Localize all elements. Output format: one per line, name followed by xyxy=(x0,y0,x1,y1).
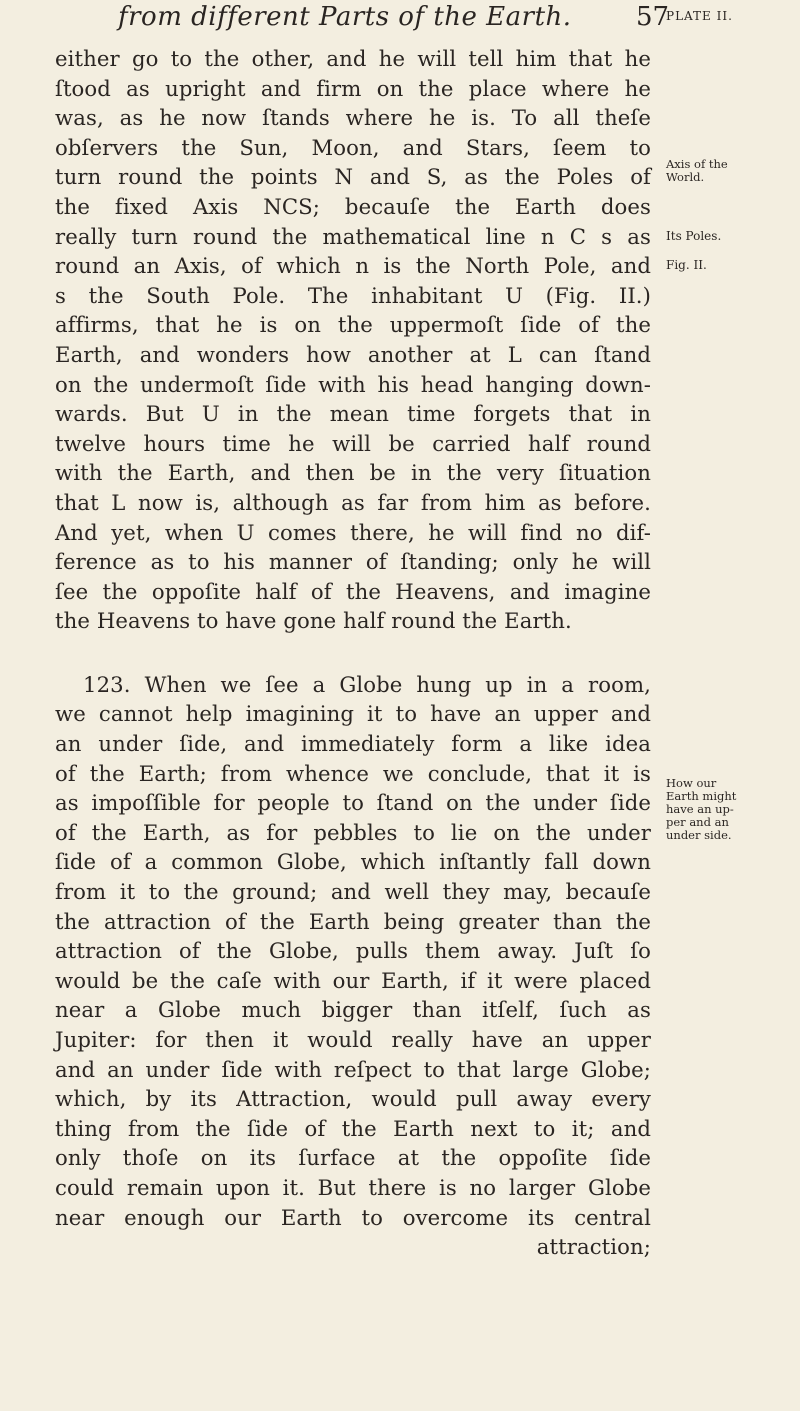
text-line: ference as to his manner of ſtanding; only he will xyxy=(55,549,651,575)
text-line: turn round the points N and S, as the Poles of xyxy=(55,164,651,190)
text-line: thing from the ſide of the Earth next to it; and xyxy=(55,1115,651,1141)
text-line: was, as he now ſtands where he is. To all theſe xyxy=(55,105,651,131)
catchword: attraction; xyxy=(536,1234,651,1260)
text-line: affirms, that he is on the uppermoſt ſide of the xyxy=(55,312,651,338)
text-line: ſtood as upright and firm on the place where he xyxy=(55,75,651,101)
text-line: round an Axis, of which n is the North Pole, and xyxy=(55,253,651,279)
margin-note-how: How our Earth might have an up- per and an under side. xyxy=(666,776,737,842)
text-line: And yet, when U comes there, he will find no dif- xyxy=(55,519,651,545)
text-line: and an under ſide with reſpect to that large Globe; xyxy=(55,1056,651,1082)
text-line: Earth, and wonders how another at L can ſtand xyxy=(55,341,651,367)
text-line: really turn round the mathematical line n C s as xyxy=(55,223,651,249)
paragraph-1 xyxy=(55,44,651,636)
margin-note-fig: Fig. II. xyxy=(666,258,707,272)
text-line: an under ſide, and immediately form a like idea xyxy=(55,731,651,757)
text-line: as impoſſible for people to ſtand on the under ſide xyxy=(55,790,651,816)
text-line: that L now is, although as far from him as before. xyxy=(55,489,651,515)
text-line: near enough our Earth to overcome its central xyxy=(55,1204,651,1230)
text-line: wards. But U in the mean time forgets that in xyxy=(55,401,651,427)
text-line: we cannot help imagining it to have an upper and xyxy=(55,701,651,727)
paragraph-2 xyxy=(55,670,651,1262)
margin-note-plate: PLATE II. xyxy=(666,9,733,23)
text-line: from it to the ground; and well they may, becauſe xyxy=(55,879,651,905)
text-line: ſee the oppoſite half of the Heavens, and imagine xyxy=(55,578,651,604)
text-line: of the Earth, as for pebbles to lie on the under xyxy=(55,819,651,845)
margin-note-poles: Its Poles. xyxy=(666,229,722,243)
text-line: attraction of the Globe, pulls them away. Juſt ſo xyxy=(55,938,651,964)
text-line: only thoſe on its ſurface at the oppoſite ſide xyxy=(55,1145,651,1171)
text-line: the attraction of the Earth being greater than the xyxy=(55,908,651,934)
text-line: Jupiter: for then it would really have an upper xyxy=(55,1027,651,1052)
text-line: near a Globe much bigger than itſelf, ſuch as xyxy=(55,997,651,1023)
text-line: with the Earth, and then be in the very ſituation xyxy=(55,460,651,486)
text-line: the Heavens to have gone half round the Earth. xyxy=(55,608,572,634)
text-line: on the undermoſt ſide with his head hanging down- xyxy=(55,371,651,397)
paragraph-gap xyxy=(55,636,651,670)
text-line: the fixed Axis NCS; becauſe the Earth does xyxy=(55,193,651,219)
text-line: of the Earth; from whence we conclude, that it is xyxy=(55,760,651,786)
text-line: obſervers the Sun, Moon, and Stars, ſeem to xyxy=(55,134,651,160)
body-text xyxy=(55,44,651,1262)
text-line: would be the caſe with our Earth, if it were placed xyxy=(55,967,651,993)
page-number: 57 xyxy=(636,2,670,32)
text-line: could remain upon it. But there is no larger Globe xyxy=(55,1174,651,1200)
text-line: either go to the other, and he will tell him that he xyxy=(55,46,651,71)
text-line: ſide of a common Globe, which inſtantly fall down xyxy=(55,849,651,875)
running-title: from different Parts of the Earth. xyxy=(118,2,572,32)
text-line: s the South Pole. The inhabitant U (Fig. II.) xyxy=(55,282,651,308)
text-line: twelve hours time he will be carried half round xyxy=(55,430,651,456)
text-line: which, by its Attraction, would pull away every xyxy=(55,1086,651,1112)
margin-note-axis: Axis of the World. xyxy=(666,157,728,184)
text-line: 123. When we ſee a Globe hung up in a room, xyxy=(83,671,651,697)
